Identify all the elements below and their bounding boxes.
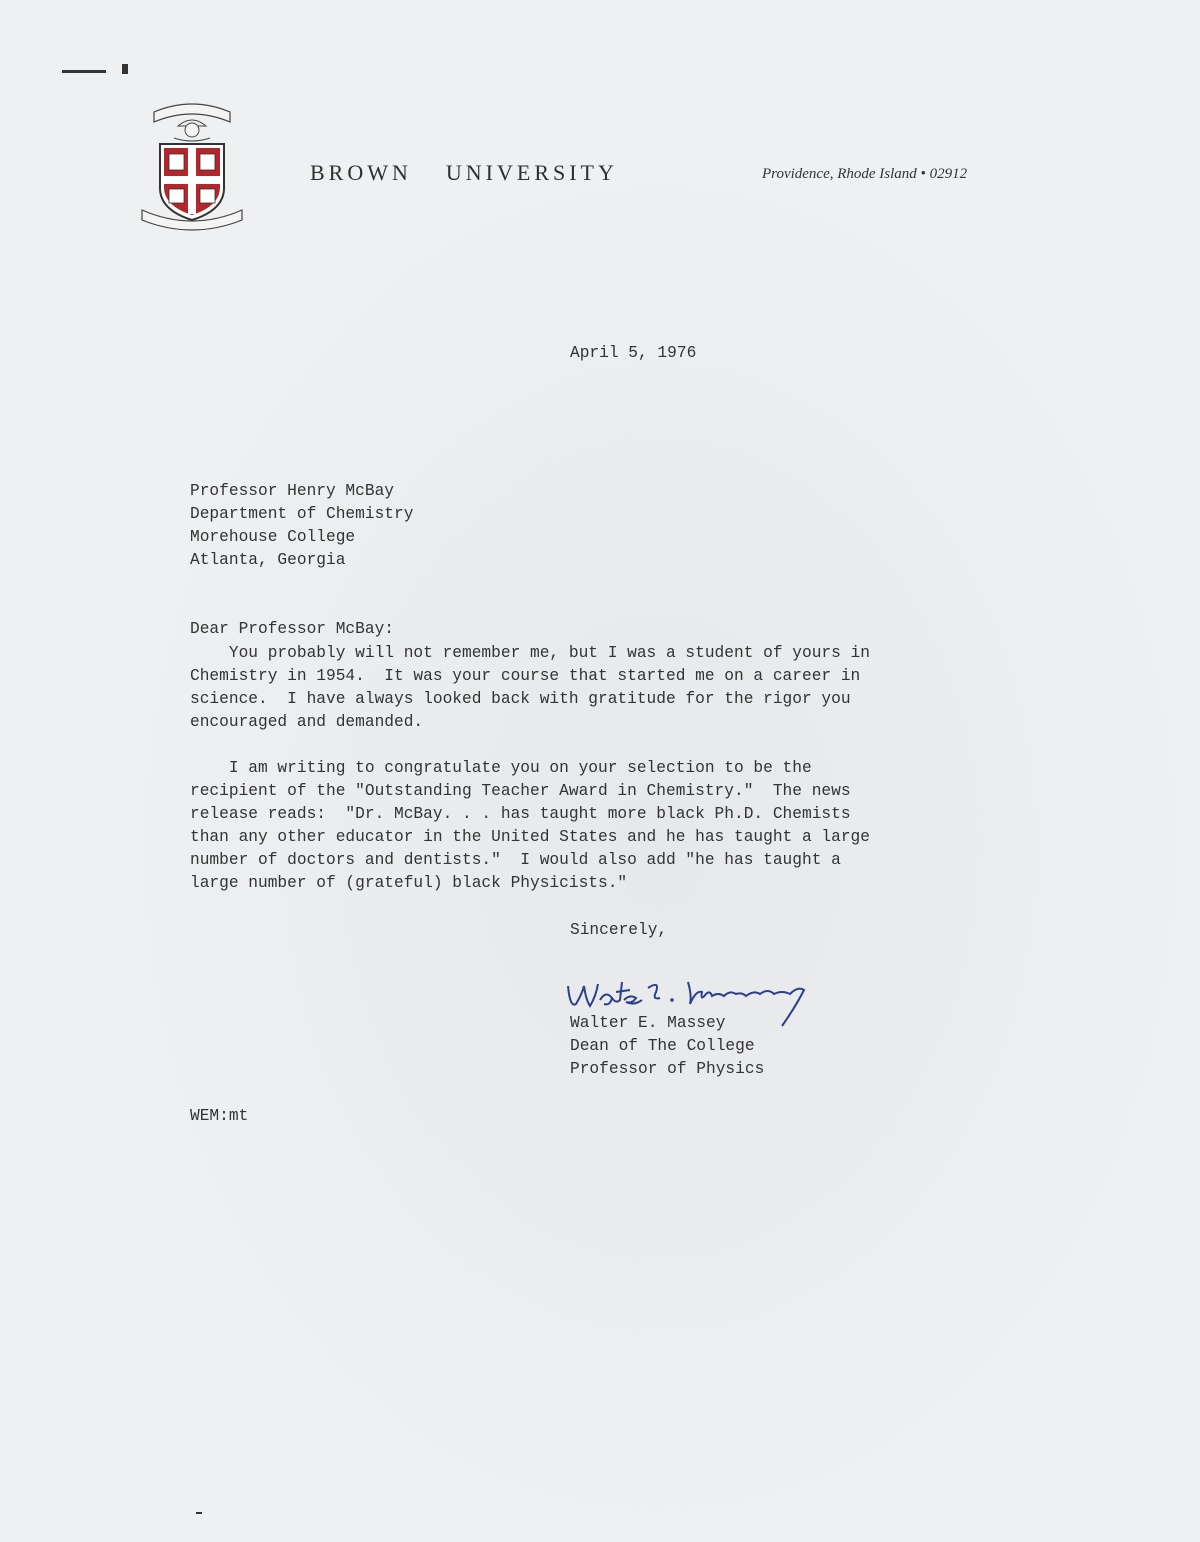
inside-address-line: Atlanta, Georgia — [190, 551, 346, 569]
paragraph-line: You probably will not remember me, but I was a student of yours in — [190, 644, 870, 662]
inside-address-line: Professor Henry McBay — [190, 482, 394, 500]
signer-name: Walter E. Massey — [570, 1014, 726, 1032]
paragraph-line: science. I have always looked back with gratitude for the rigor you — [190, 690, 851, 708]
ink-mark — [62, 70, 106, 73]
paragraph-line: Chemistry in 1954. It was your course that started me on a career in — [190, 667, 861, 685]
signer-title: Dean of The College — [570, 1037, 755, 1055]
inside-address — [190, 480, 413, 572]
body-paragraph-1 — [190, 642, 870, 734]
letter-date: April 5, 1976 — [570, 344, 697, 362]
paragraph-line: number of doctors and dentists." I would also add "he has taught a — [190, 851, 841, 869]
letterhead-address: Providence, Rhode Island • 02912 — [762, 166, 968, 182]
salutation: Dear Professor McBay: — [190, 620, 394, 638]
paragraph-line: recipient of the "Outstanding Teacher Award in Chemistry." The news — [190, 782, 851, 800]
signer-title: Professor of Physics — [570, 1060, 765, 1078]
paragraph-line: large number of (grateful) black Physicists." — [190, 874, 628, 892]
letterhead-university-name — [310, 160, 618, 186]
letterhead-name-part1: BROWN — [310, 160, 412, 185]
ink-mark — [122, 64, 128, 74]
university-crest — [138, 92, 246, 232]
paragraph-line: encouraged and demanded. — [190, 713, 424, 731]
reference-initials: WEM:mt — [190, 1107, 249, 1125]
ink-mark — [196, 1512, 202, 1514]
inside-address-line: Department of Chemistry — [190, 505, 414, 523]
paragraph-line: I am writing to congratulate you on your selection to be the — [190, 759, 812, 777]
letterhead-name-part2: UNIVERSITY — [445, 160, 618, 185]
closing: Sincerely, — [570, 921, 668, 939]
body-paragraph-2 — [190, 757, 870, 895]
paragraph-line: release reads: "Dr. McBay. . . has taught more black Ph.D. Chemists — [190, 805, 851, 823]
inside-address-line: Morehouse College — [190, 528, 356, 546]
paragraph-line: than any other educator in the United States and he has taught a large — [190, 828, 870, 846]
crest-icon — [138, 92, 246, 232]
signature-block — [570, 1012, 764, 1081]
